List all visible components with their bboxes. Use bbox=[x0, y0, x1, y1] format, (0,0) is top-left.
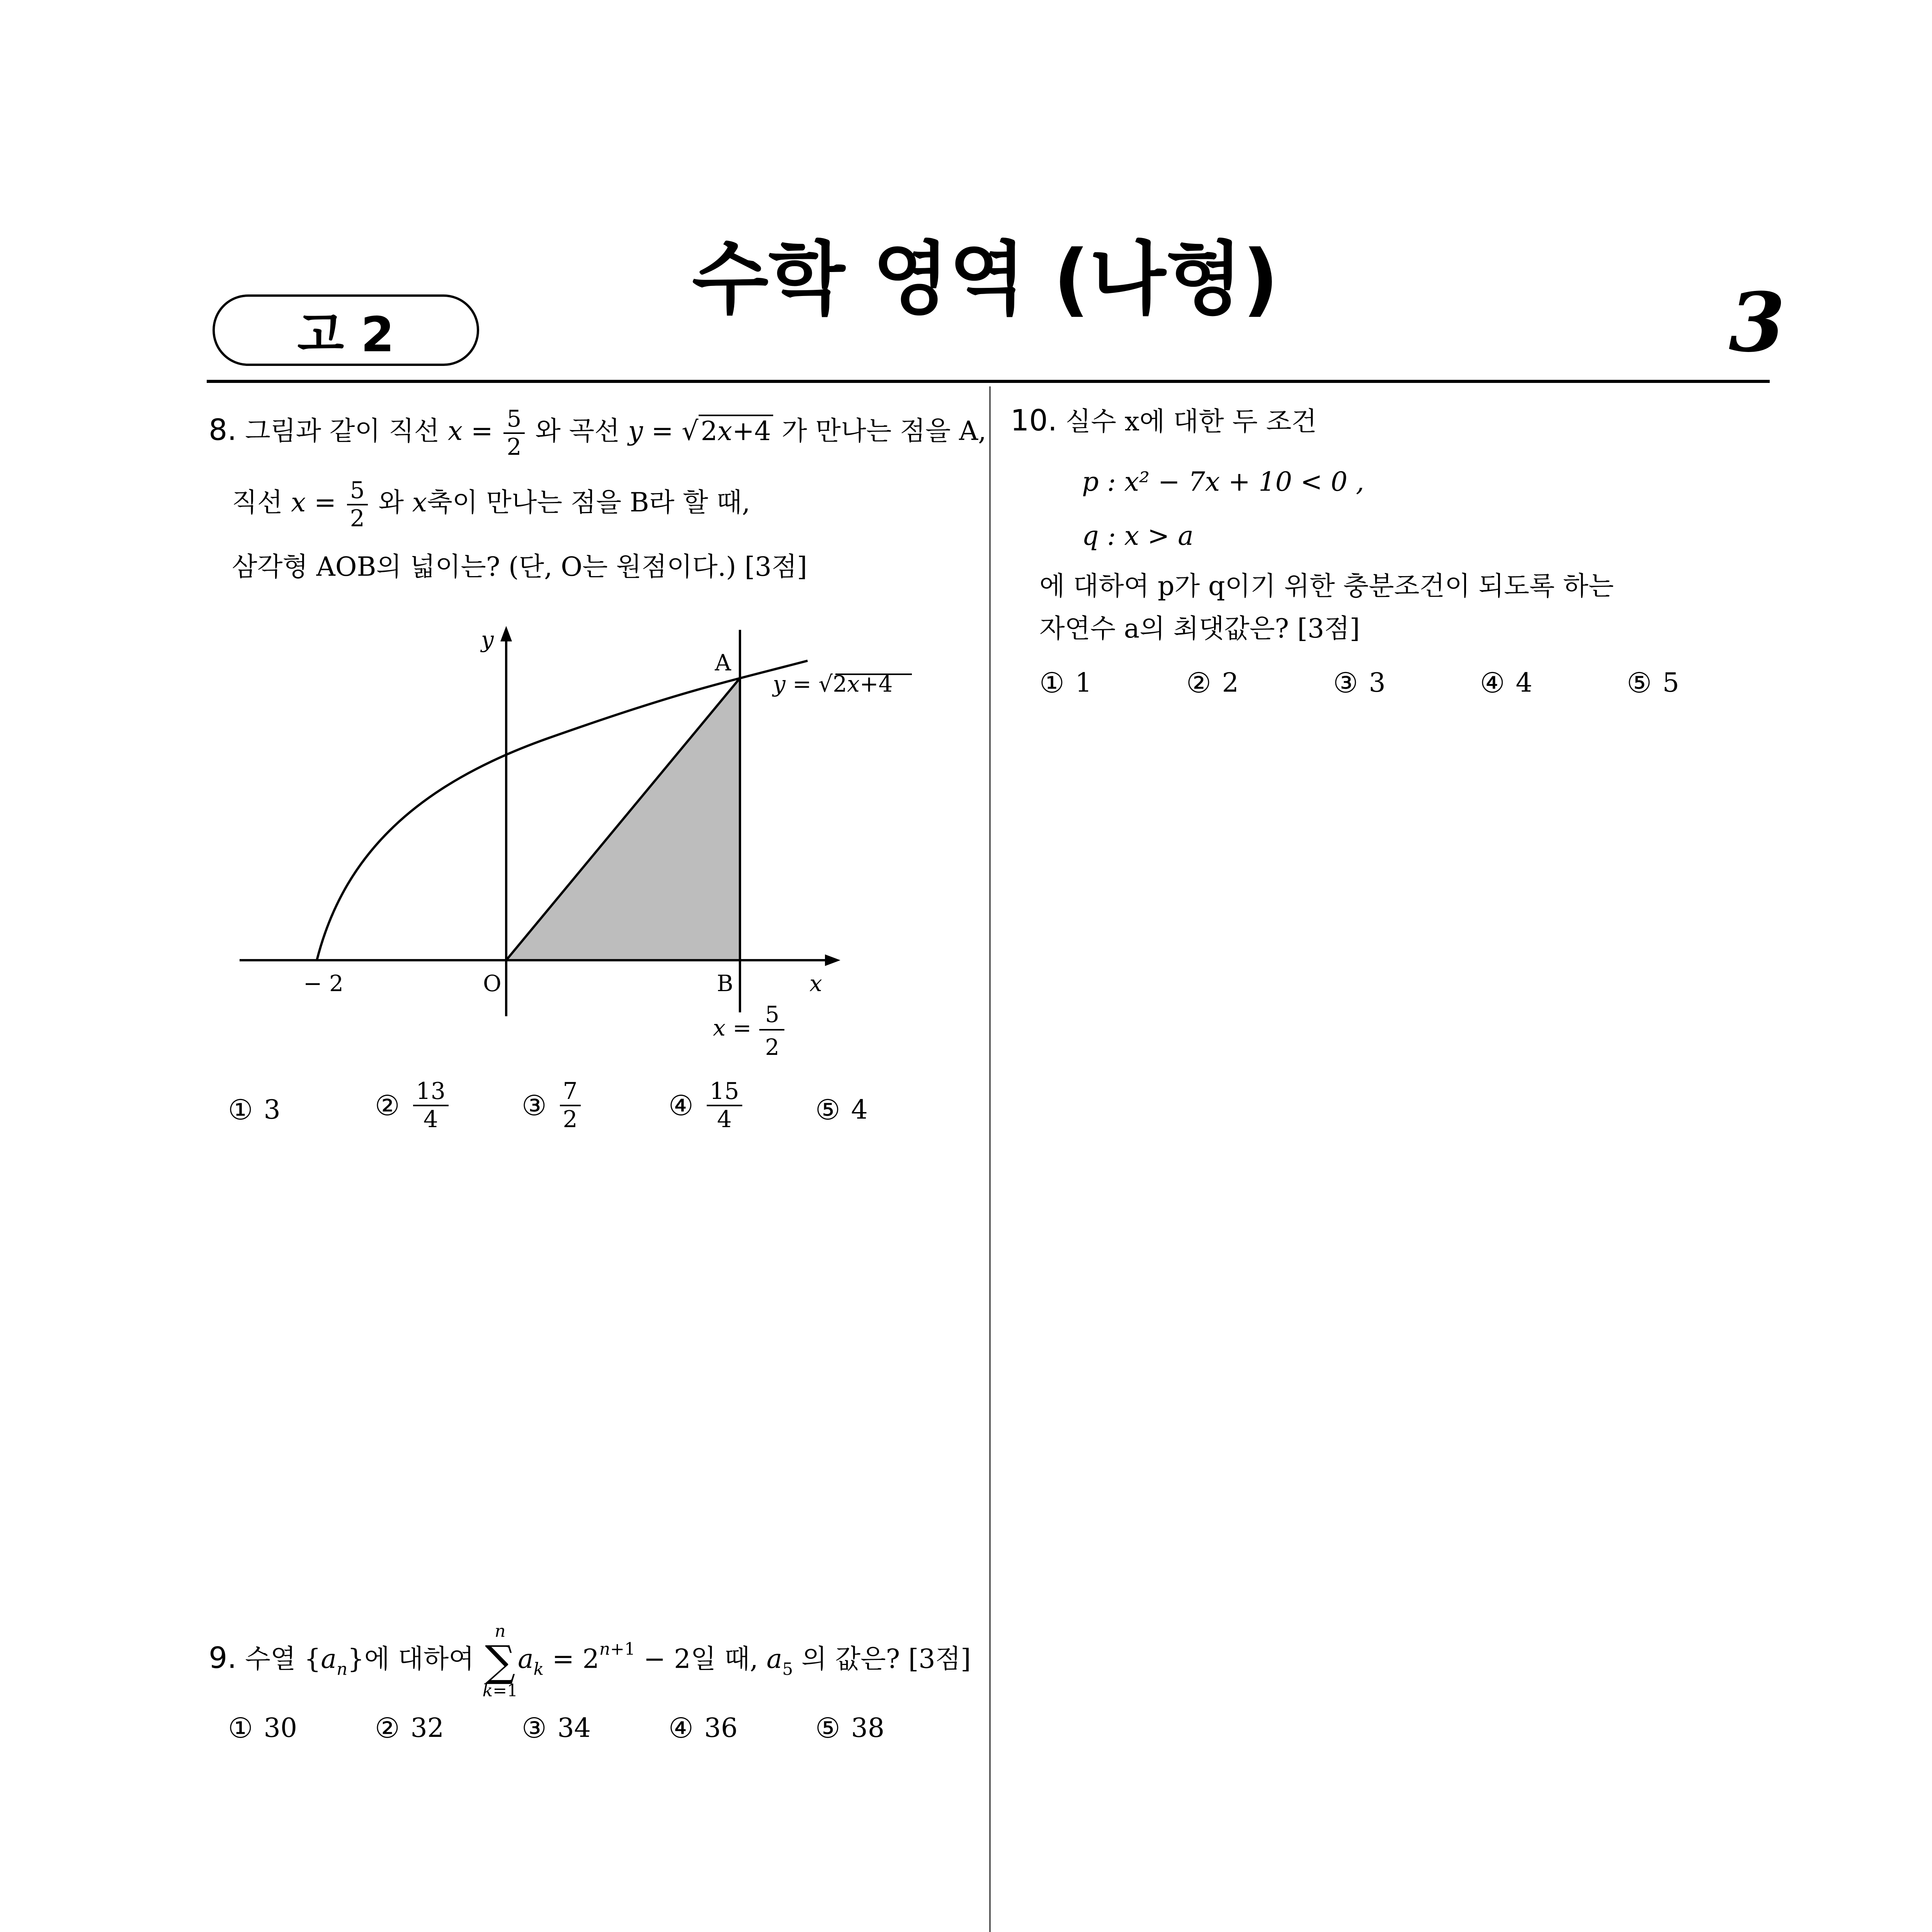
q10-line5: 자연수 a의 최댓값은? [3점] bbox=[1039, 614, 1360, 644]
q8-number: 8. bbox=[209, 412, 237, 447]
q10-choice-5[interactable]: ⑤ 5 bbox=[1627, 667, 1679, 699]
sigma-symbol: n ∑ k=1 bbox=[482, 1621, 518, 1701]
q8-graph bbox=[216, 611, 951, 1074]
q8-choice-1[interactable]: ① 3 bbox=[228, 1094, 281, 1126]
q8-choice-4[interactable]: ④ $\frac{15}{4}$ bbox=[668, 1078, 745, 1133]
point-a-label: A bbox=[715, 650, 731, 676]
y-axis-label: y bbox=[481, 626, 494, 653]
q10-condition-p: p : x² − 7x + 10 < 0 , bbox=[1082, 467, 1364, 497]
header-rule bbox=[207, 380, 1770, 383]
x-axis-label: x bbox=[810, 970, 822, 997]
q8-line3: 삼각형 AOB의 넓이는? (단, O는 원점이다.) [3점] bbox=[232, 552, 807, 582]
q10-choice-3[interactable]: ③ 3 bbox=[1333, 667, 1386, 699]
q10-choice-4[interactable]: ④ 4 bbox=[1480, 667, 1532, 699]
curve-label: y = √2x+4 bbox=[773, 671, 893, 697]
q9-choice-5[interactable]: ⑤ 38 bbox=[815, 1712, 885, 1744]
fraction-5-2: $\frac{5}{2}$ bbox=[347, 477, 368, 532]
q9-choice-4[interactable]: ④ 36 bbox=[668, 1712, 738, 1744]
page-number: 3 bbox=[1728, 275, 1785, 370]
q8-line1: 8. 그림과 같이 직선 x = $\frac{5}{2}$ 와 곡선 y = √2x+4 가 만나는 점을 A, bbox=[209, 405, 986, 461]
q10-line4: 에 대하여 p가 q이기 위한 충분조건이 되도록 하는 bbox=[1039, 571, 1614, 602]
q8-line2: 직선 x = $\frac{5}{2}$ 와 x축이 만나는 점을 B라 할 때, bbox=[232, 477, 750, 532]
x-axis-arrow bbox=[825, 954, 840, 966]
q10-choice-2[interactable]: ② 2 bbox=[1186, 667, 1239, 699]
origin-label: O bbox=[483, 970, 502, 997]
q8-choice-5[interactable]: ⑤ 4 bbox=[815, 1094, 868, 1126]
fraction-5-2: $\frac{5}{2}$ bbox=[503, 406, 524, 461]
grade-badge: 고 2 bbox=[213, 294, 479, 366]
q9-choice-1[interactable]: ① 30 bbox=[228, 1712, 298, 1744]
page-title: 수학 영역 (나형) bbox=[692, 233, 1279, 325]
triangle-aob bbox=[506, 678, 740, 960]
q9-choice-3[interactable]: ③ 34 bbox=[522, 1712, 591, 1744]
q9-number: 9. bbox=[209, 1640, 237, 1675]
q9-line: 9. 수열 $\{a_n\}$에 대하여 n ∑ k=1 $a_k = 2^{n+1} - 2$일 때, $a_5$ 의 값은? [3점] bbox=[209, 1621, 971, 1701]
line-label-den: 2 bbox=[765, 1034, 779, 1060]
q10-choice-1[interactable]: ① 1 bbox=[1039, 667, 1092, 699]
q8-choice-2[interactable]: ② $\frac{13}{4}$ bbox=[375, 1078, 451, 1133]
line-label-num: 5 bbox=[765, 1001, 779, 1027]
line-label: x = bbox=[713, 1015, 752, 1041]
point-b-label: B bbox=[717, 970, 733, 997]
column-divider bbox=[989, 386, 991, 1932]
q8-choice-3[interactable]: ③ $\frac{7}{2}$ bbox=[522, 1078, 583, 1133]
q10-condition-q: q : x > a bbox=[1082, 521, 1194, 551]
q10-line1: 10. 실수 x에 대한 두 조건 bbox=[1010, 403, 1317, 437]
y-axis-arrow bbox=[500, 626, 512, 641]
minus-two-label: − 2 bbox=[303, 970, 344, 997]
q9-choice-2[interactable]: ② 32 bbox=[375, 1712, 444, 1744]
q10-number: 10. bbox=[1010, 403, 1057, 437]
